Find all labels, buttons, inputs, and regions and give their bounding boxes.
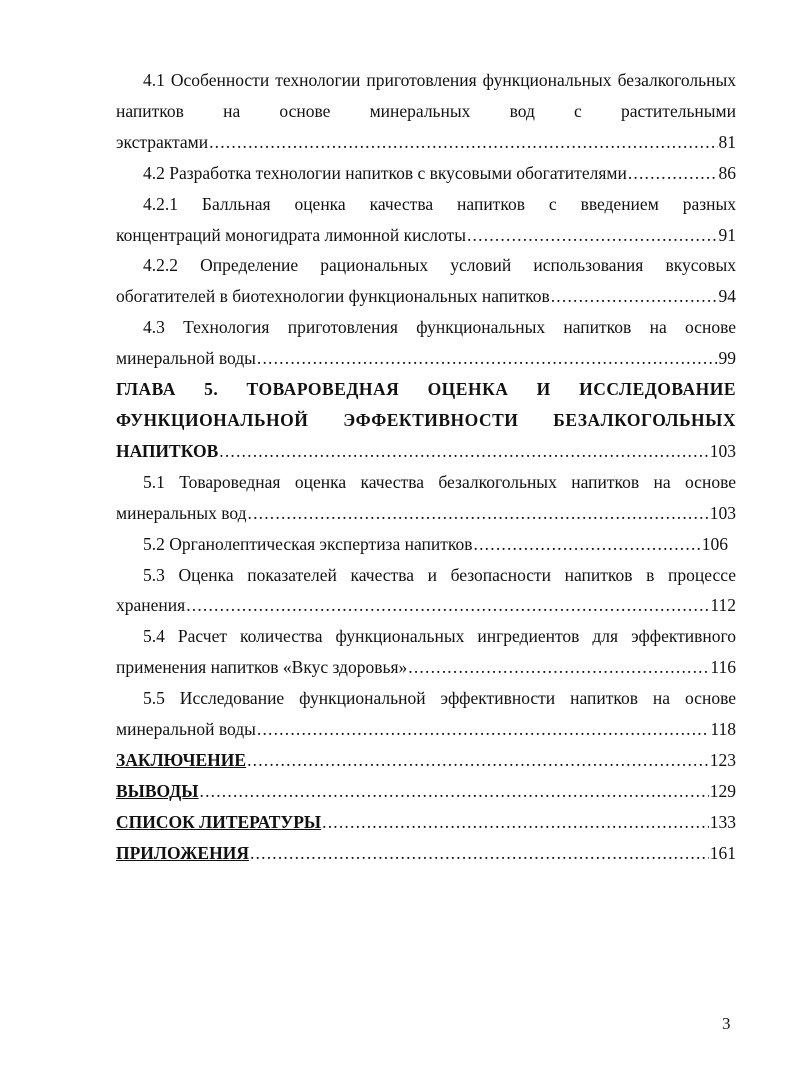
toc-page-number: 161 [709, 842, 736, 863]
toc-entry-title-end: минеральных вод [116, 502, 247, 523]
toc-entry-title-end: концентраций моногидрата лимонной кислоты [116, 224, 466, 245]
toc-entry-4-1 [116, 65, 736, 158]
leader-dots [257, 343, 718, 374]
toc-page-number: 123 [709, 749, 736, 770]
leader-dots [250, 838, 709, 869]
toc-entry-title: 5.2 Органолептическая экспертиза напитков [143, 533, 473, 554]
leader-dots [186, 590, 709, 621]
chapter-title-line-1: ГЛАВА 5. ТОВАРОВЕДНАЯ ОЦЕНКА И ИССЛЕДОВАНИЕ [116, 379, 736, 400]
toc-entry-title: СПИСОК ЛИТЕРАТУРЫ [116, 811, 322, 832]
leader-dots [628, 158, 718, 189]
toc-entry-title: 4.3 Технология приготовления функциональных напитков на основе [143, 317, 736, 338]
toc-entry-title: 5.1 Товароведная оценка качества безалкогольных напитков на основе [143, 471, 736, 492]
leader-dots [467, 220, 718, 251]
table-of-contents [116, 65, 736, 869]
toc-page-number: 103 [709, 502, 736, 523]
chapter-title-line-2: ФУНКЦИОНАЛЬНОЙ ЭФФЕКТИВНОСТИ БЕЗАЛКОГОЛЬНЫХ [116, 409, 736, 430]
toc-page-number: 133 [709, 811, 736, 832]
toc-entry-title: 4.2 Разработка технологии напитков с вкусовыми обогатителями [143, 162, 627, 183]
toc-page-number: 106 [701, 533, 728, 554]
toc-entry-appendices [116, 838, 736, 869]
toc-entry-title: 4.1 Особенности технологии приготовления функциональных безалкогольных напитков на основе минеральных вод с растительными [116, 70, 736, 121]
toc-entry-5-3 [116, 560, 736, 622]
toc-entry-title-end: применения напитков «Вкус здоровья» [116, 657, 408, 678]
toc-entry-title-end: обогатителей в биотехнологии функциональных напитков [116, 286, 550, 307]
leader-dots [248, 498, 709, 529]
toc-entry-title-end: экстрактами [116, 131, 209, 152]
toc-entry-title: ВЫВОДЫ [116, 780, 199, 801]
toc-entry-title: 5.3 Оценка показателей качества и безопасности напитков в процессе [143, 564, 736, 585]
leader-dots [219, 436, 709, 467]
toc-entry-5-4 [116, 621, 736, 683]
toc-entry-5-5 [116, 683, 736, 745]
toc-page-number: 99 [718, 348, 736, 369]
toc-entry-conclusion [116, 745, 736, 776]
leader-dots [474, 529, 701, 560]
leader-dots [200, 776, 709, 807]
leader-dots [551, 281, 718, 312]
toc-entry-title: ПРИЛОЖЕНИЯ [116, 842, 249, 863]
toc-page-number: 116 [710, 657, 736, 678]
toc-entry-5-1 [116, 467, 736, 529]
toc-page-number: 81 [718, 131, 736, 152]
toc-entry-title: 5.5 Исследование функциональной эффективности напитков на основе [143, 688, 736, 709]
leader-dots [322, 807, 709, 838]
leader-dots [257, 714, 710, 745]
toc-entry-5-2 [116, 529, 736, 560]
toc-page-number: 86 [718, 162, 736, 183]
leader-dots [247, 745, 709, 776]
leader-dots [408, 652, 709, 683]
chapter-title-end: НАПИТКОВ [116, 440, 219, 461]
toc-entry-4-2-2 [116, 250, 736, 312]
page-number: 3 [722, 1014, 731, 1033]
toc-chapter-5 [116, 374, 736, 467]
toc-page-number: 103 [709, 440, 736, 461]
toc-page-number: 91 [718, 224, 736, 245]
toc-entry-references [116, 807, 736, 838]
toc-entry-title-end: хранения [116, 595, 186, 616]
toc-entry-title-end: минеральной воды [116, 719, 256, 740]
leader-dots [209, 127, 717, 158]
toc-entry-4-2-1 [116, 189, 736, 251]
toc-page-number: 94 [718, 286, 736, 307]
toc-entry-title-end: минеральной воды [116, 348, 256, 369]
toc-entry-title: 4.2.2 Определение рациональных условий использования вкусовых [143, 255, 736, 276]
toc-page-number: 112 [710, 595, 736, 616]
toc-entry-title: 4.2.1 Балльная оценка качества напитков с введением разных [143, 193, 736, 214]
toc-entry-findings [116, 776, 736, 807]
toc-entry-4-3 [116, 312, 736, 374]
toc-page-number: 118 [710, 719, 736, 740]
toc-entry-title: ЗАКЛЮЧЕНИЕ [116, 749, 247, 770]
toc-page-number: 129 [709, 780, 736, 801]
toc-entry-title: 5.4 Расчет количества функциональных ингредиентов для эффективного [143, 626, 736, 647]
toc-entry-4-2 [116, 158, 736, 189]
